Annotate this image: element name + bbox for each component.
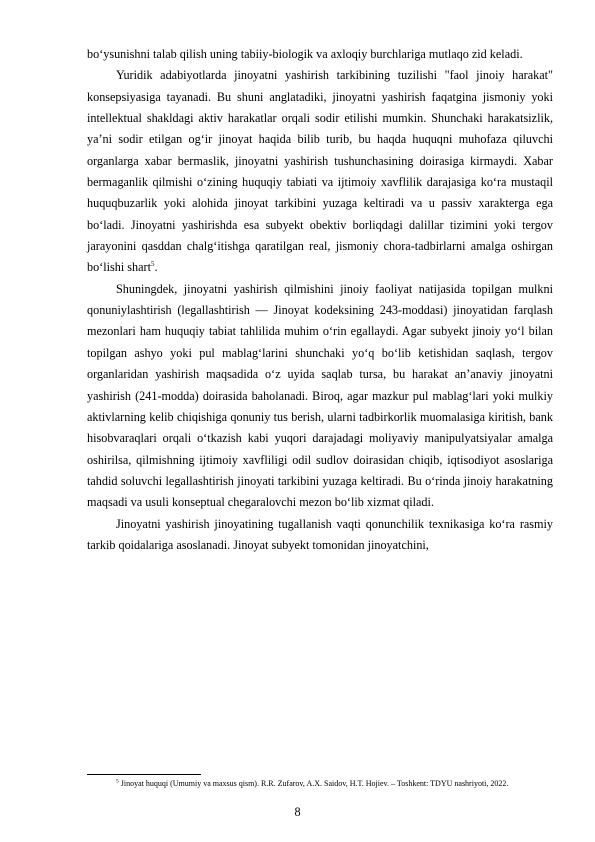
footnote-text: Jinoyat huquqi (Umumiy va maxsus qism). R.R. Zufarov, A.X. Saidov, H.T. Hojiev. – Toshkent: TDYU nashriyoti, 2022. xyxy=(120,779,509,788)
paragraph-4: Jinoyatni yashirish jinoyatining tugallanish vaqti qonunchilik texnikasiga ko‘ra rasmiy tarkib qoidalariga asoslanadi. Jinoyat subyekt tomonidan jinoyatchini, xyxy=(87,516,553,552)
footnote-reference[interactable]: 5 xyxy=(150,260,155,269)
footnote-marker: 5 xyxy=(116,778,119,785)
page-number: 8 xyxy=(294,805,301,819)
paragraph-2-tail: . xyxy=(154,260,158,275)
footnote-separator xyxy=(87,774,201,775)
paragraph-2 xyxy=(87,65,553,278)
paragraph-2-text: Yuridik adabiyotlarda jinoyatni yashirish tarkibining tuzilishi "faol jinoiy harakat" konsepsiyasiga tayanadi. Bu shuni anglatadiki, jinoyatni yashirish faqatgina jismoniy yoki intellektual shakldagi aktiv harakatlar orqali sodir etilishi mumkin. Shunchaki harakatsizlik, ya’ni sodir etilgan og‘ir jinoyat haqida bilib turib, bu haqda huquqni muhofaza qiluvchi organlarga xabar bermaslik, jinoyatni yashirish tushunchasining doirasiga kirmaydi. Xabar bermaganlik qilmishi o‘zining huquqiy tabiati va ijtimoiy xavflilik darajasiga ko‘ra mustaqil huquqbuzarlik yoki alohida jinoyat tarkibini yuzaga keltiradi va u passiv xarakterga ega bo‘ladi. Jinoyatni yashirishda esa subyekt obektiv borliqdagi dalillar tizimini yoki tergov jarayonini qasddan chalg‘itishga qaratilgan real, jismoniy chora-tadbirlarni amalga oshirgan bo‘lishi shart xyxy=(87,68,553,275)
footnote xyxy=(87,778,553,790)
body-text xyxy=(87,44,553,556)
paragraph-1: bo‘ysunishni talab qilish uning tabiiy-biologik va axloqiy burchlariga mutlaqo zid keladi. xyxy=(87,47,523,61)
paragraph-3: Shuningdek, jinoyatni yashirish qilmishini jinoiy faoliyat natijasida topilgan mulkni qonuniylashtirish (legallashtirish — Jinoyat kodeksining 243-moddasi) jinoyatidan farqlash mezonlari ham huquqiy tabiat tahlilida muhim o‘rin egallaydi. Agar subyekt jinoiy yo‘l bilan topilgan ashyo yoki pul mablag‘larini shunchaki yo‘q bo‘lib ketishidan saqlash, tergov organlaridan yashirish maqsadida o‘z uyida saqlab tursa, bu harakat an’anaviy jinoyatni yashirish (241-modda) doirasida baholanadi. Biroq, agar mazkur pul mablag‘lari yoki mulkiy aktivlarning kelib chiqishiga qonuniy tus berish, ularni tadbirkorlik muomalasiga kiritish, bank hisobvaraqlari orqali o‘tkazish kabi yuqori darajadagi moliyaviy manipulyatsiyalar amalga oshirilsa, qilmishning ijtimoiy xavfliligi odil sudlov doirasidan chiqib, iqtisodiyot asoslariga tahdid soluvchi legallashtirish jinoyati tarkibini yuzaga keltiradi. Bu o‘rinda jinoiy harakatning maqsadi va usuli konseptual chegaralovchi mezon bo‘lib xizmat qiladi. xyxy=(87,281,553,510)
